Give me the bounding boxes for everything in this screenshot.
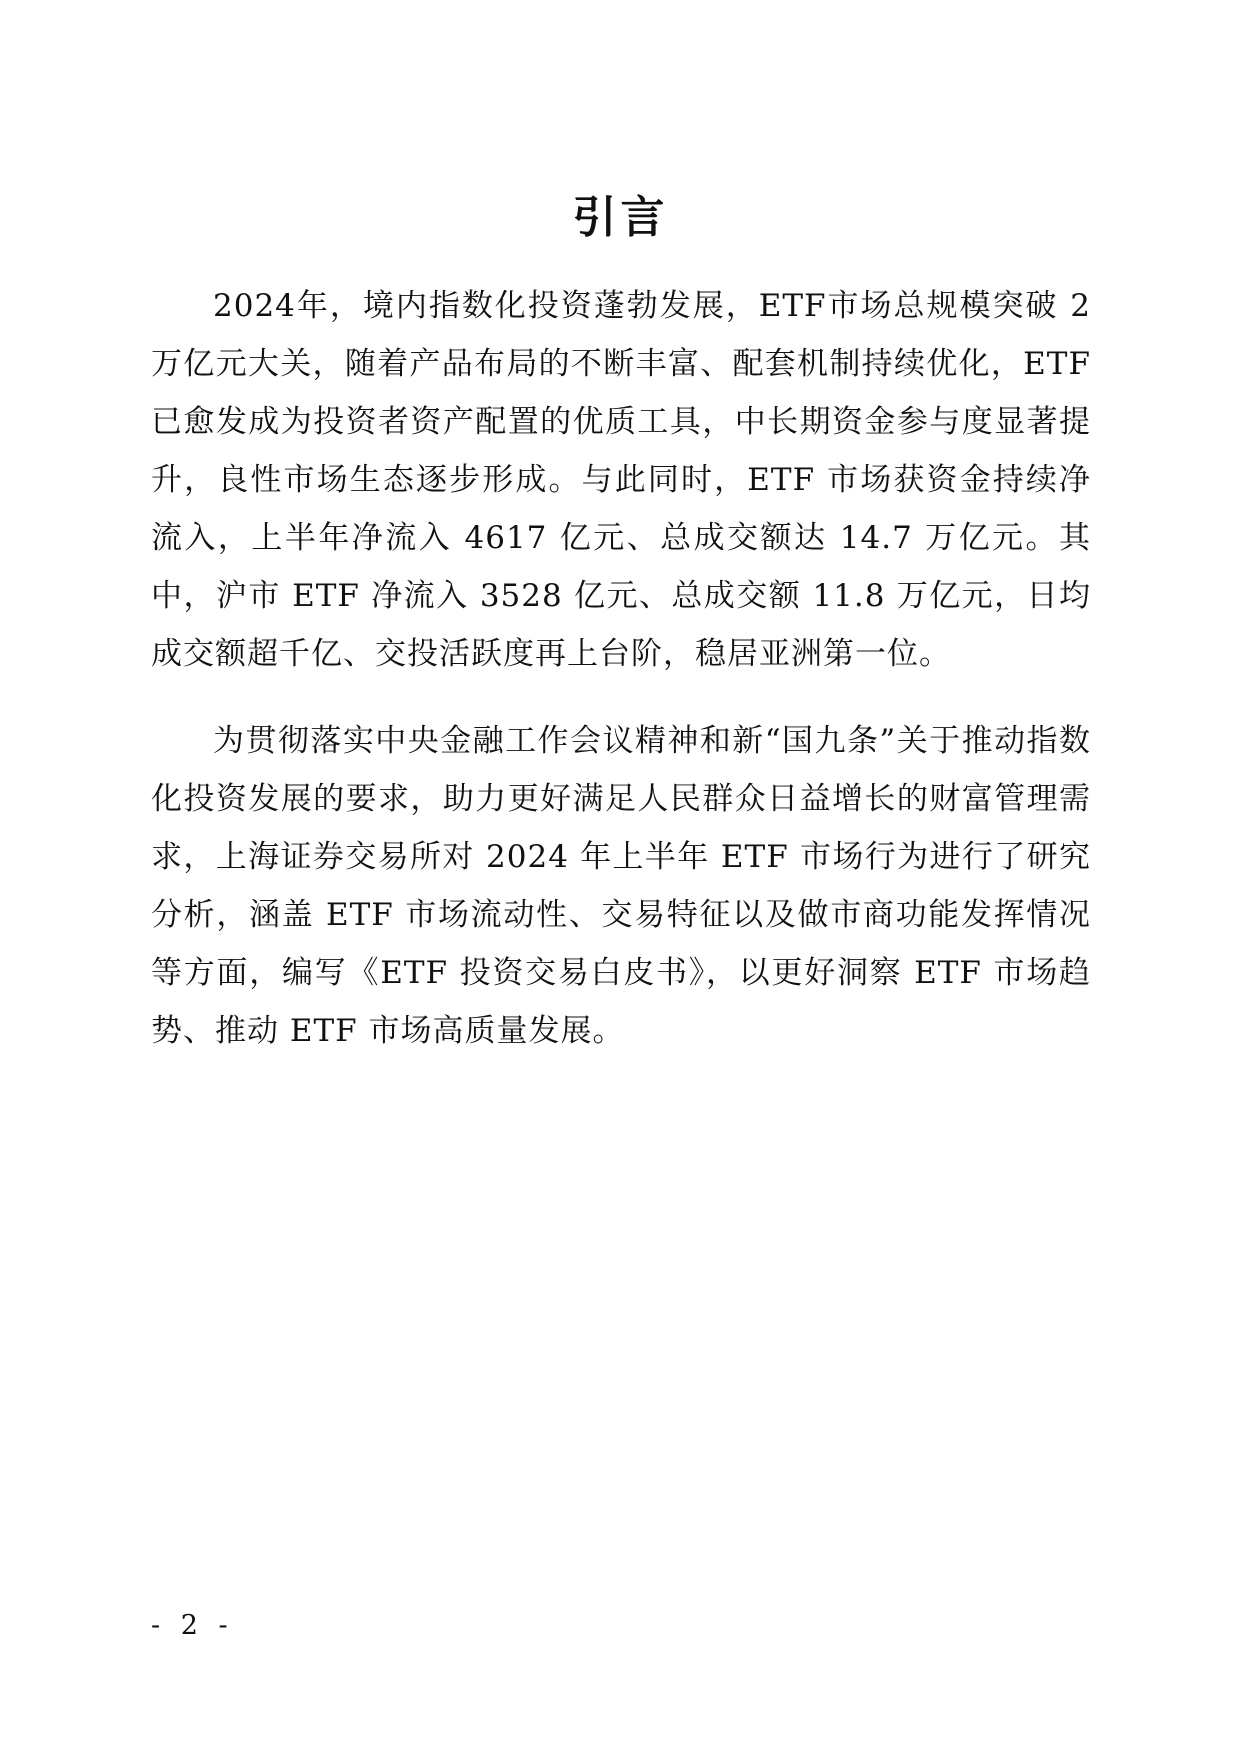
intro-paragraph-2: 为贯彻落实中央金融工作会议精神和新“国九条”关于推动指数化投资发展的要求，助力更好满足人民群众日益增长的财富管理需求，上海证券交易所对 2024 年上半年 ETF 市场行为进行了研究分析，涵盖 ETF 市场流动性、交易特征以及做市商功能发挥情况等方面，编写《ETF 投资交易白皮书》，以更好洞察 ETF 市场趋势、推动 ETF 市场高质量发展。 — [151, 723, 1091, 1049]
intro-paragraph-1: 2024年，境内指数化投资蓬勃发展，ETF市场总规模突破 2 万亿元大关，随着产品布局的不断丰富、配套机制持续优化，ETF 已愈发成为投资者资产配置的优质工具，中长期资金参与度显著提升，良性市场生态逐步形成。与此同时，ETF 市场获资金持续净流入，上半年净流入 4617 亿元、总成交额达 14.7 万亿元。其中，沪市 ETF 净流入 3528 亿元、总成交额 11.8 万亿元，日均成交额超千亿、交投活跃度再上台阶，稳居亚洲第一位。 — [151, 288, 1091, 672]
page-number: - 2 - — [151, 1610, 234, 1641]
page-title: 引言 — [572, 192, 669, 243]
